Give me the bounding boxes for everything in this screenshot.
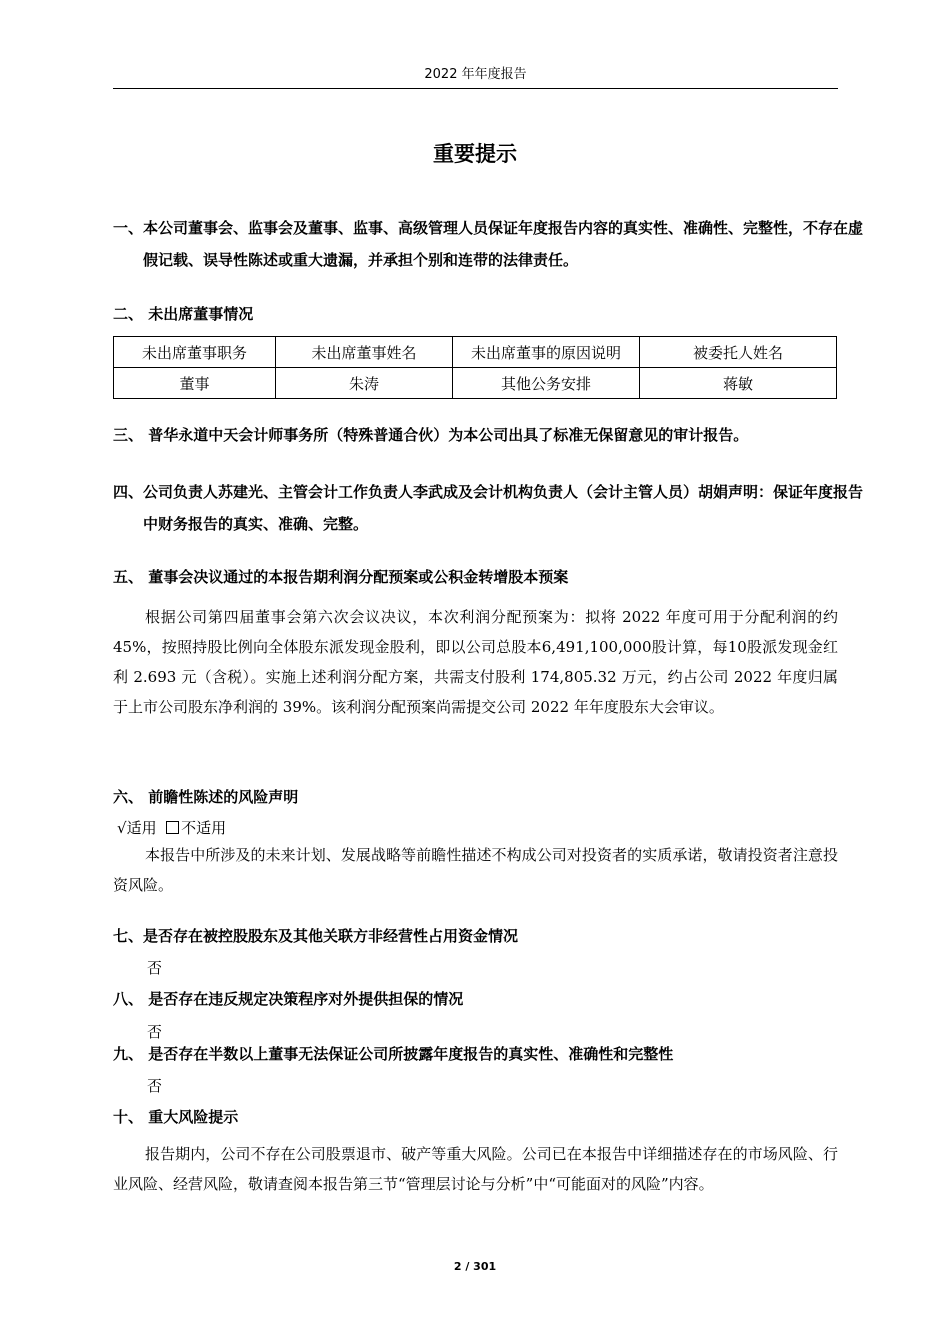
- section-7-answer: 否: [147, 959, 163, 977]
- section-8-heading: 八、 是否存在违反规定决策程序对外提供担保的情况: [113, 990, 464, 1008]
- section-4: 四、公司负责人苏建光、主管会计工作负责人李武成及会计机构负责人（会计主管人员）胡娟声明：保证年度报告中财务报告的真实、准确、完整。: [113, 483, 864, 533]
- section-5-heading: 五、 董事会决议通过的本报告期利润分配预案或公积金转增股本预案: [113, 568, 569, 586]
- table-header-row: [114, 337, 837, 368]
- table-header-cell: 未出席董事的原因说明: [453, 337, 640, 368]
- table-cell: 其他公务安排: [453, 368, 640, 399]
- table-row: [114, 368, 837, 399]
- section-9-answer: 否: [147, 1077, 163, 1095]
- table-cell: 蒋敏: [640, 368, 837, 399]
- section-3: 三、 普华永道中天会计师事务所（特殊普通合伙）为本公司出具了标准无保留意见的审计报告。: [113, 426, 749, 444]
- page-header: [113, 66, 838, 89]
- page-number: 2 / 301: [453, 1260, 497, 1273]
- checkbox-icon: [166, 821, 179, 834]
- applicable-label: 适用: [126, 819, 157, 837]
- section-7-heading: 七、是否存在被控股股东及其他关联方非经营性占用资金情况: [113, 927, 519, 945]
- applicability-line: [117, 818, 226, 838]
- section-2-heading: 二、 未出席董事情况: [113, 305, 254, 323]
- table-header-cell: 未出席董事职务: [114, 337, 276, 368]
- section-1: 一、本公司董事会、监事会及董事、监事、高级管理人员保证年度报告内容的真实性、准确性、完整性，不存在虚假记载、误导性陈述或重大遗漏，并承担个别和连带的法律责任。: [113, 219, 864, 269]
- section-9-heading: 九、 是否存在半数以上董事无法保证公司所披露年度报告的真实性、准确性和完整性: [113, 1045, 674, 1063]
- section-8-answer: 否: [147, 1023, 163, 1041]
- section-6-body: 本报告中所涉及的未来计划、发展战略等前瞻性描述不构成公司对投资者的实质承诺，敬请投资者注意投资风险。: [113, 846, 838, 894]
- section-10-heading: 十、 重大风险提示: [113, 1108, 239, 1126]
- page-title: 重要提示: [433, 142, 517, 166]
- table-cell: 朱涛: [276, 368, 453, 399]
- header-text: 2022 年年度报告: [424, 67, 527, 82]
- not-applicable-label: 不适用: [181, 819, 227, 837]
- table-header-cell: 被委托人姓名: [640, 337, 837, 368]
- section-5-body: 根据公司第四届董事会第六次会议决议，本次利润分配预案为：拟将 2022 年度可用于分配利润的约45%，按照持股比例向全体股东派发现金股利，即以公司总股本6,491,100,000股计算，每10股派发现金红利 2.693 元（含税）。实施上述利润分配方案，共需支付股利 174,805.32 万元，约占公司 2022 年度归属于上市公司股东净利润的 39%。该利润分配预案尚需提交公司 2022 年年度股东大会审议。: [113, 608, 838, 716]
- table-header-cell: 未出席董事姓名: [276, 337, 453, 368]
- section-6-heading: 六、 前瞻性陈述的风险声明: [113, 788, 299, 806]
- check-mark: √: [117, 819, 127, 837]
- section-10-body: 报告期内，公司不存在公司股票退市、破产等重大风险。公司已在本报告中详细描述存在的市场风险、行业风险、经营风险，敬请查阅本报告第三节“管理层讨论与分析”中“可能面对的风险”内容。: [113, 1145, 838, 1193]
- table-cell: 董事: [114, 368, 276, 399]
- absent-directors-table: [113, 336, 837, 399]
